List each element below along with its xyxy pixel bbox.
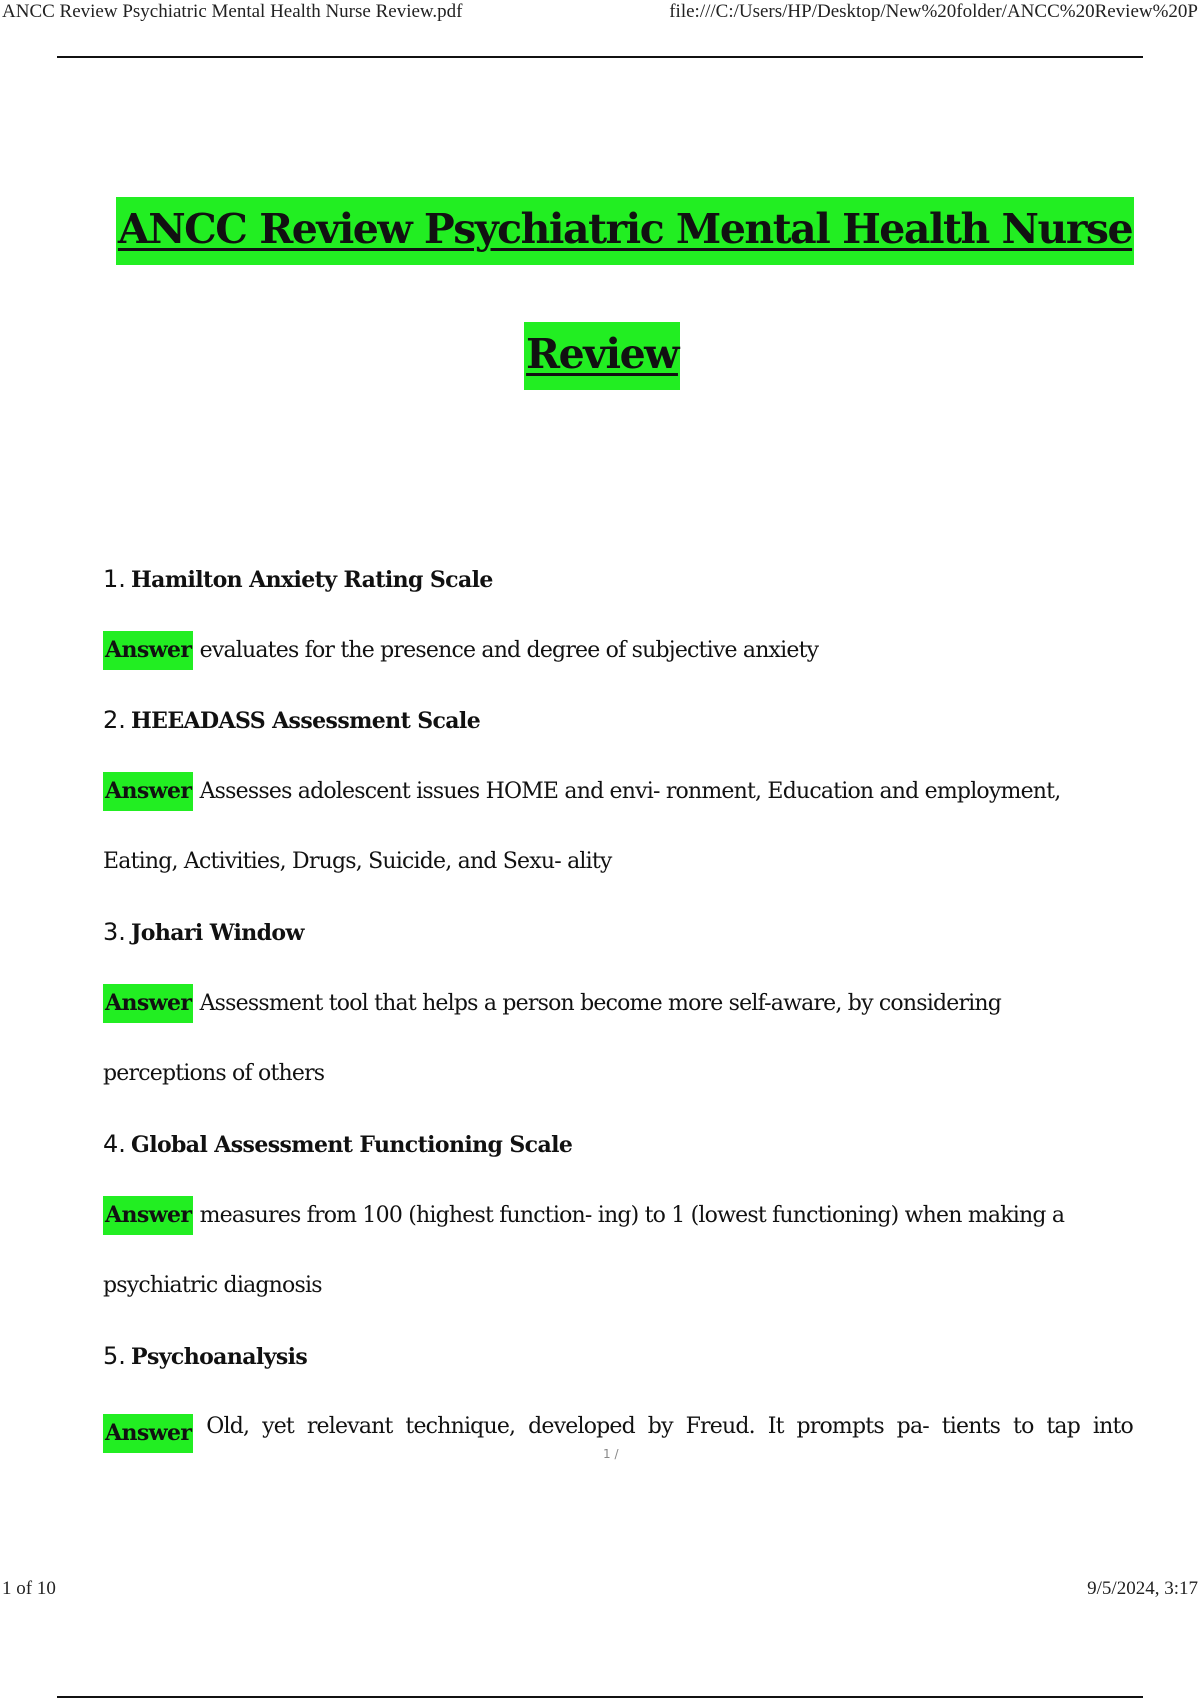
answer-text: measures from 100 (highest function- ing) to 1 (lowest functioning) when making a: [199, 1203, 1065, 1228]
document-title-line1: ANCC Review Psychiatric Mental Health Nurse: [0, 209, 1200, 250]
print-header-url: file:///C:/Users/HP/Desktop/New%20folder/ANCC%20Review%20P: [669, 1, 1198, 22]
answer-word: to: [1013, 1414, 1034, 1439]
question-number: 4.: [103, 1130, 126, 1158]
question-number: 1.: [103, 565, 126, 593]
answer-1: [103, 637, 1133, 663]
answer-word: Old,: [206, 1414, 250, 1439]
answer-word: It: [767, 1414, 784, 1439]
answer-4: [103, 1202, 1133, 1228]
question-4: [103, 1130, 1133, 1158]
question-number: 3.: [103, 918, 126, 946]
print-timestamp: 9/5/2024, 3:17: [1087, 1578, 1198, 1599]
page-number-mark: 1 /: [603, 1447, 619, 1461]
print-header-title: ANCC Review Psychiatric Mental Health Nurse Review.pdf: [2, 1, 463, 22]
question-5: [103, 1342, 1133, 1370]
answer-4-continued: psychiatric diagnosis: [103, 1273, 322, 1298]
answer-word: into: [1092, 1414, 1133, 1439]
question-3: [103, 918, 1133, 946]
answer-word: technique,: [405, 1414, 516, 1439]
question-text: Global Assessment Functioning Scale: [131, 1132, 573, 1158]
answer-3-continued: perceptions of others: [103, 1061, 325, 1086]
footer-divider: [57, 1696, 1143, 1698]
question-text: Hamilton Anxiety Rating Scale: [131, 567, 493, 593]
answer-text: Assesses adolescent issues HOME and envi- ronment, Education and employment,: [199, 779, 1061, 804]
question-number: 5.: [103, 1342, 126, 1370]
page-count: 1 of 10: [2, 1578, 56, 1599]
question-text: Johari Window: [131, 920, 304, 946]
answer-3: [103, 990, 1133, 1016]
answer-2-continued: Eating, Activities, Drugs, Suicide, and Sexu- ality: [103, 849, 612, 874]
answer-word: yet: [262, 1414, 294, 1439]
answer-word: tients: [941, 1414, 1001, 1439]
answer-label: Answer: [103, 631, 193, 670]
answer-word: Freud.: [685, 1414, 755, 1439]
answer-label: Answer: [103, 1196, 193, 1235]
answer-label: Answer: [103, 984, 193, 1023]
answer-word: developed: [528, 1414, 635, 1439]
answer-word: tap: [1046, 1414, 1081, 1439]
answer-word: prompts: [796, 1414, 884, 1439]
header-divider: [57, 56, 1143, 58]
question-2: [103, 706, 1133, 734]
answer-label: Answer: [103, 1414, 193, 1453]
question-text: Psychoanalysis: [131, 1344, 308, 1370]
document-title-line2: Review: [0, 334, 1200, 375]
answer-word: pa-: [896, 1414, 929, 1439]
answer-word: relevant: [306, 1414, 393, 1439]
answer-text: Assessment tool that helps a person become more self-aware, by considering: [199, 991, 1002, 1016]
question-number: 2.: [103, 706, 126, 734]
answer-2: [103, 778, 1133, 804]
question-text: HEEADASS Assessment Scale: [131, 708, 481, 734]
question-1: [103, 565, 1133, 593]
answer-word: by: [647, 1414, 673, 1439]
answer-text: evaluates for the presence and degree of subjective anxiety: [199, 638, 819, 663]
answer-label: Answer: [103, 772, 193, 811]
